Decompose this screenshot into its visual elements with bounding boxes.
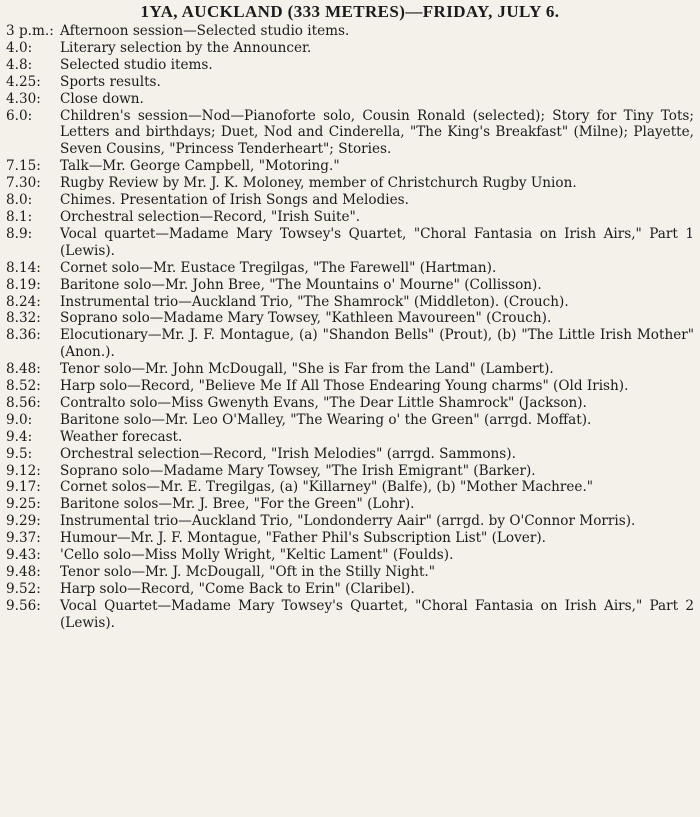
- entry-time: 8.36:: [6, 327, 41, 344]
- program-entry: [6, 446, 694, 463]
- program-entry: [6, 294, 694, 311]
- program-entry: [6, 23, 694, 40]
- entry-time: 8.24:: [6, 293, 41, 310]
- entry-description: Selected studio items.: [60, 56, 213, 73]
- entry-description: Elocutionary—Mr. J. F. Montague, (a) "Shandon Bells" (Prout), (b) "The Little Irish Mother" (Anon.).: [60, 327, 694, 361]
- program-entry: [6, 361, 694, 378]
- entry-time: 8.56:: [6, 394, 41, 411]
- entry-description: Vocal quartet—Madame Mary Towsey's Quartet, "Choral Fantasia on Irish Airs," Part 1 (Lewis).: [60, 225, 694, 259]
- entry-time: 9.52:: [6, 580, 41, 597]
- program-entry: [6, 57, 694, 74]
- entry-time: 8.52:: [6, 378, 41, 395]
- program-entry: [6, 429, 694, 446]
- program-entry: [6, 530, 694, 547]
- program-list: [6, 23, 694, 632]
- entry-time: 9.4:: [6, 428, 33, 445]
- entry-time: 8.9:: [6, 225, 33, 242]
- entry-time: 9.17:: [6, 479, 41, 496]
- entry-time: 4.8:: [6, 56, 33, 73]
- entry-description: Harp solo—Record, "Come Back to Erin" (Claribel).: [60, 580, 415, 597]
- program-entry: [6, 581, 694, 598]
- entry-time: 8.32:: [6, 310, 41, 327]
- entry-time: 4.30:: [6, 90, 41, 107]
- entry-time: 3 p.m.:: [6, 23, 54, 39]
- entry-description: Cornet solos—Mr. E. Tregilgas, (a) "Killarney" (Balfe), (b) "Mother Machree.": [60, 479, 594, 496]
- program-entry: [6, 192, 694, 209]
- entry-time: 9.0:: [6, 411, 33, 428]
- program-entry: [6, 479, 694, 496]
- entry-description: Weather forecast.: [60, 428, 183, 445]
- entry-description: Talk—Mr. George Campbell, "Motoring.": [60, 158, 340, 175]
- entry-description: Orchestral selection—Record, "Irish Suite".: [60, 208, 361, 225]
- entry-time: 8.48:: [6, 361, 41, 378]
- program-entry: [6, 547, 694, 564]
- entry-description: Sports results.: [60, 73, 161, 90]
- program-entry: [6, 158, 694, 175]
- entry-description: Cornet solo—Mr. Eustace Tregilgas, "The Farewell" (Hartman).: [60, 259, 497, 276]
- entry-time: 9.43:: [6, 547, 41, 564]
- program-entry: [6, 564, 694, 581]
- entry-time: 9.29:: [6, 513, 41, 530]
- entry-description: Soprano solo—Madame Mary Towsey, "The Irish Emigrant" (Barker).: [60, 462, 536, 479]
- program-entry: [6, 226, 694, 260]
- entry-time: 6.0:: [6, 107, 33, 124]
- entry-time: 8.0:: [6, 192, 33, 209]
- entry-description: Humour—Mr. J. F. Montague, "Father Phil's Subscription List" (Lover).: [60, 530, 546, 547]
- entry-time: 9.12:: [6, 462, 41, 479]
- entry-description: Baritone solo—Mr. John Bree, "The Mountains o' Mourne" (Collisson).: [60, 276, 542, 293]
- entry-description: Baritone solos—Mr. J. Bree, "For the Green" (Lohr).: [60, 496, 415, 513]
- program-entry: [6, 40, 694, 57]
- entry-time: 7.15:: [6, 158, 41, 175]
- entry-time: 9.56:: [6, 597, 41, 614]
- entry-time: 9.48:: [6, 564, 41, 580]
- program-entry: [6, 277, 694, 294]
- entry-description: Soprano solo—Madame Mary Towsey, "Kathleen Mavoureen" (Crouch).: [60, 310, 552, 327]
- entry-description: Instrumental trio—Auckland Trio, "Londonderry Aair" (arrgd. by O'Connor Morris).: [60, 513, 636, 530]
- entry-time: 9.25:: [6, 496, 41, 513]
- entry-time: 8.14:: [6, 259, 41, 276]
- entry-time: 9.37:: [6, 530, 41, 547]
- program-entry: [6, 327, 694, 361]
- entry-description: Afternoon session—Selected studio items.: [60, 23, 350, 39]
- entry-description: Tenor solo—Mr. J. McDougall, "Oft in the Stilly Night.": [60, 564, 435, 580]
- entry-time: 7.30:: [6, 175, 41, 192]
- program-entry: [6, 412, 694, 429]
- program-entry: [6, 310, 694, 327]
- entry-description: Instrumental trio—Auckland Trio, "The Shamrock" (Middleton). (Crouch).: [60, 293, 569, 310]
- entry-description: Close down.: [60, 90, 144, 107]
- entry-description: Children's session—Nod—Pianoforte solo, Cousin Ronald (selected); Story for Tiny Tots; Letters and birthdays; Duet, Nod and Cinderella, "The King's Breakfast" (Milne); Playette, Seven Cousins, "Princess Tenderheart"; Stories.: [60, 107, 694, 158]
- program-entry: [6, 395, 694, 412]
- entry-time: 4.25:: [6, 73, 41, 90]
- program-entry: [6, 463, 694, 480]
- entry-description: Vocal Quartet—Madame Mary Towsey's Quartet, "Choral Fantasia on Irish Airs," Part 2 (Lewis).: [60, 597, 694, 631]
- program-entry: [6, 175, 694, 192]
- entry-time: 8.1:: [6, 208, 33, 225]
- entry-description: Contralto solo—Miss Gwenyth Evans, "The Dear Little Shamrock" (Jackson).: [60, 394, 587, 411]
- entry-time: 8.19:: [6, 276, 41, 293]
- entry-description: Orchestral selection—Record, "Irish Melodies" (arrgd. Sammons).: [60, 445, 516, 462]
- entry-time: 9.5:: [6, 445, 33, 462]
- entry-description: Literary selection by the Announcer.: [60, 39, 312, 56]
- program-entry: [6, 513, 694, 530]
- program-entry: [6, 209, 694, 226]
- program-entry: [6, 378, 694, 395]
- program-entry: [6, 496, 694, 513]
- program-entry: [6, 598, 694, 632]
- entry-time: 4.0:: [6, 39, 33, 56]
- entry-description: Harp solo—Record, "Believe Me If All Those Endearing Young charms" (Old Irish).: [60, 378, 629, 395]
- program-entry: [6, 91, 694, 108]
- program-title: 1YA, AUCKLAND (333 METRES)—FRIDAY, JULY 6.: [140, 2, 560, 21]
- program-entry: [6, 74, 694, 91]
- entry-description: Tenor solo—Mr. John McDougall, "She is Far from the Land" (Lambert).: [60, 361, 554, 378]
- entry-description: Rugby Review by Mr. J. K. Moloney, member of Christchurch Rugby Union.: [60, 175, 577, 192]
- entry-description: 'Cello solo—Miss Molly Wright, "Keltic Lament" (Foulds).: [60, 547, 454, 564]
- entry-description: Baritone solo—Mr. Leo O'Malley, "The Wearing o' the Green" (arrgd. Moffat).: [60, 411, 592, 428]
- entry-description: Chimes. Presentation of Irish Songs and Melodies.: [60, 192, 409, 209]
- program-entry: [6, 108, 694, 159]
- program-entry: [6, 260, 694, 277]
